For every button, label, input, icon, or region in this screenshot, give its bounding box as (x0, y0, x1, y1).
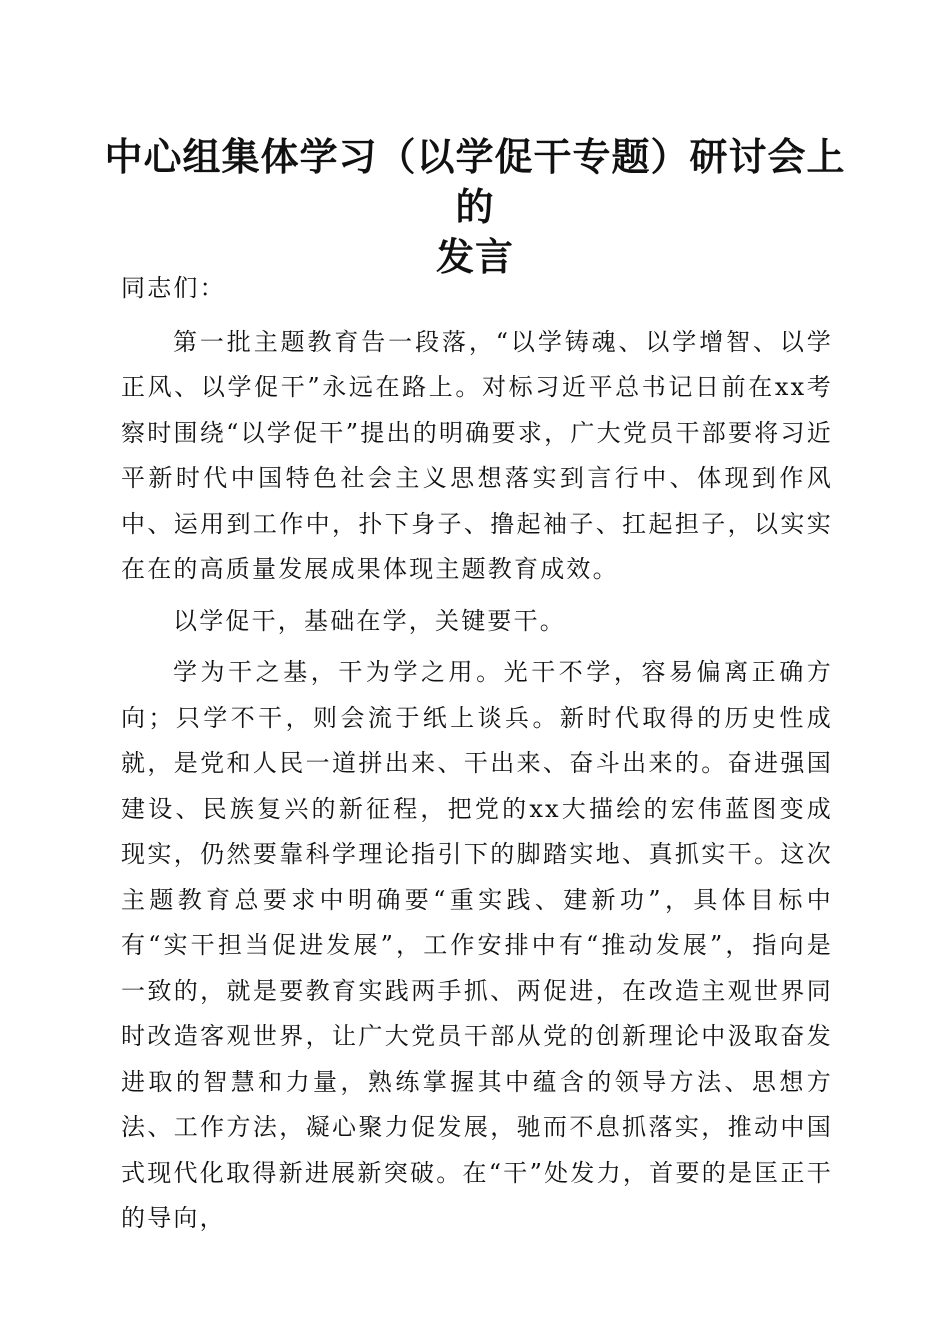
paragraph-3: 学为干之基，干为学之用。光干不学，容易偏离正确方向；只学不干，则会流于纸上谈兵。新时代取得的历史性成就，是党和人民一道拼出来、干出来、奋斗出来的。奋进强国建设、民族复兴的新征程，把党的xx大描绘的宏伟蓝图变成现实，仍然要靠科学理论指引下的脚踏实地、真抓实干。这次主题教育总要求中明确要“重实践、建新功”，具体目标中有“实干担当促进发展”，工作安排中有“推动发展”，指向是一致的，就是要教育实践两手抓、两促进，在改造主观世界同时改造客观世界，让广大党员干部从党的创新理论中汲取奋发进取的智慧和力量，熟练掌握其中蕴含的领导方法、思想方法、工作方法，凝心聚力促发展，驰而不息抓落实，推动中国式现代化取得新进展新突破。在“干”处发力，首要的是匡正干的导向， (121, 658, 833, 1232)
document-title-line-1: 中心组集体学习（以学促干专题）研讨会上的 (104, 134, 846, 229)
paragraph-2: 以学促干，基础在学，关键要干。 (173, 606, 566, 635)
document-body (121, 266, 833, 1242)
salutation: 同志们： (121, 274, 226, 302)
paragraph-1: 第一批主题教育告一段落，“以学铸魂、以学增智、以学正风、以学促干”永远在路上。对标习近平总书记日前在xx考察时围绕“以学促干”提出的明确要求，广大党员干部要将习近平新时代中国特色社会主义思想落实到言行中、体现到作风中、运用到工作中，扑下身子、撸起袖子、扛起担子，以实实在在的高质量发展成果体现主题教育成效。 (121, 327, 833, 583)
document-title (100, 132, 850, 282)
document-title-line-2: 发言 (435, 234, 514, 279)
